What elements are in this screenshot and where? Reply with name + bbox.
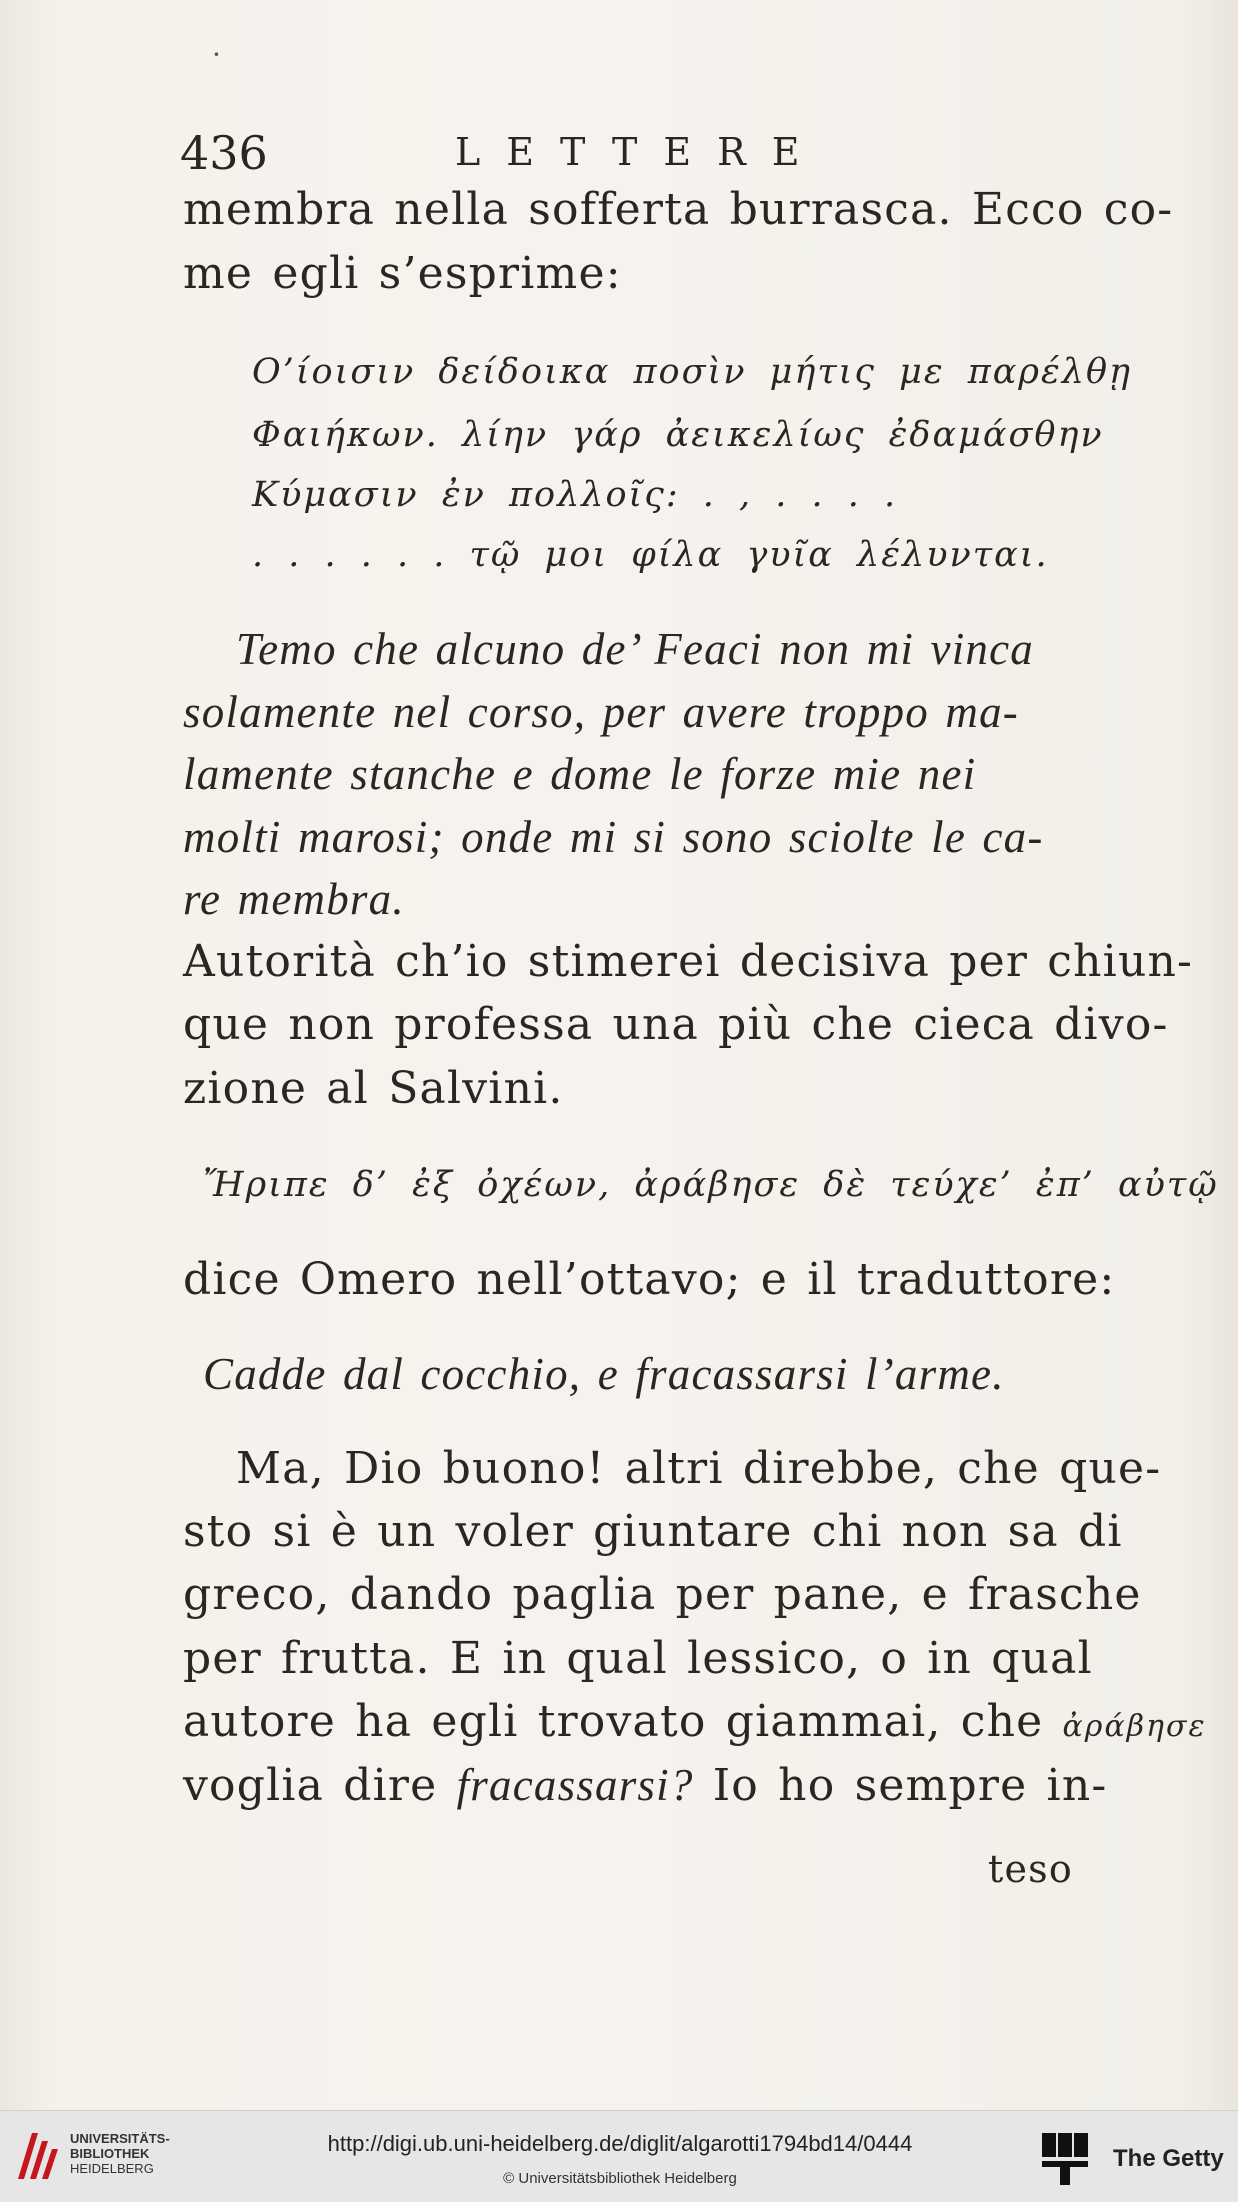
text-line: me egli s’esprime: xyxy=(183,248,622,299)
copyright-notice: © Universitätsbibliothek Heidelberg xyxy=(503,2170,737,2187)
text-line xyxy=(183,1696,1207,1747)
italic-translation-line: solamente nel corso, per avere troppo ma- xyxy=(183,687,1019,737)
italic-translation-line: lamente stanche e dome le forze mie nei xyxy=(183,749,977,799)
italic-translation-line: Temo che alcuno de’ Feaci non mi vinca xyxy=(236,624,1034,674)
greek-verse-line: . . . . . . τῷ μοι φίλα γυῖα λέλυνται. xyxy=(252,535,1049,575)
greek-verse-line: Ἤριπε δ’ ἐξ ὀχέων, ἀράβησε δὲ τεύχε’ ἐπ’ αὐτῷ xyxy=(203,1165,1219,1205)
text-segment: voglia dire xyxy=(183,1760,438,1811)
running-head: LETTERE xyxy=(455,130,826,174)
italic-word: fracassarsi? xyxy=(456,1760,694,1810)
text-line xyxy=(183,1760,1108,1811)
text-line: dice Omero nell’ottavo; e il traduttore: xyxy=(183,1254,1116,1305)
text-line: que non professa una più che cieca divo- xyxy=(183,999,1169,1050)
viewer-footer xyxy=(0,2110,1238,2202)
text-line: sto si è un voler giuntare chi non sa di xyxy=(183,1506,1123,1557)
greek-verse-line: Ο’ίοισιν δείδοικα ποσὶν μήτις με παρέλθῃ xyxy=(252,352,1133,392)
greek-verse-line: Κύμασιν ἐν πολλοῖς: . , . . . . xyxy=(252,475,898,515)
partner-name: The Getty xyxy=(1113,2145,1224,2172)
catchword: teso xyxy=(988,1847,1073,1891)
text-segment: Io ho sempre in- xyxy=(712,1760,1108,1811)
text-segment: autore ha egli trovato giammai, che xyxy=(183,1696,1044,1747)
page-number: 436 xyxy=(180,126,268,180)
getty-logo-icon xyxy=(1040,2131,1090,2187)
university-library-logo-icon xyxy=(12,2127,62,2185)
italic-translation-line: molti marosi; onde mi si sono sciolte le ca- xyxy=(183,812,1044,862)
text-line: per frutta. E in qual lessico, o in qual xyxy=(183,1633,1093,1684)
text-line: membra nella sofferta burrasca. Ecco co- xyxy=(183,184,1174,235)
italic-translation-line: re membra. xyxy=(183,874,405,924)
text-line: greco, dando paglia per pane, e frasche xyxy=(183,1569,1142,1620)
ink-speck: · xyxy=(212,38,221,71)
greek-verse-line: Φαιήκων. λίην γάρ ἀεικελίως ἐδαμάσθην xyxy=(252,415,1104,455)
library-name: UNIVERSITÄTS- BIBLIOTHEK HEIDELBERG xyxy=(70,2131,170,2176)
text-line: zione al Salvini. xyxy=(183,1063,564,1114)
text-line: Autorità ch’io stimerei decisiva per chiun- xyxy=(183,936,1194,987)
permalink[interactable]: http://digi.ub.uni-heidelberg.de/diglit/algarotti1794bd14/0444 xyxy=(327,2131,913,2156)
italic-translation-line: Cadde dal cocchio, e fracassarsi l’arme. xyxy=(203,1349,1005,1399)
greek-word: ἀράβησε xyxy=(1062,1709,1207,1744)
text-line: Ma, Dio buono! altri direbbe, che que- xyxy=(236,1443,1162,1494)
